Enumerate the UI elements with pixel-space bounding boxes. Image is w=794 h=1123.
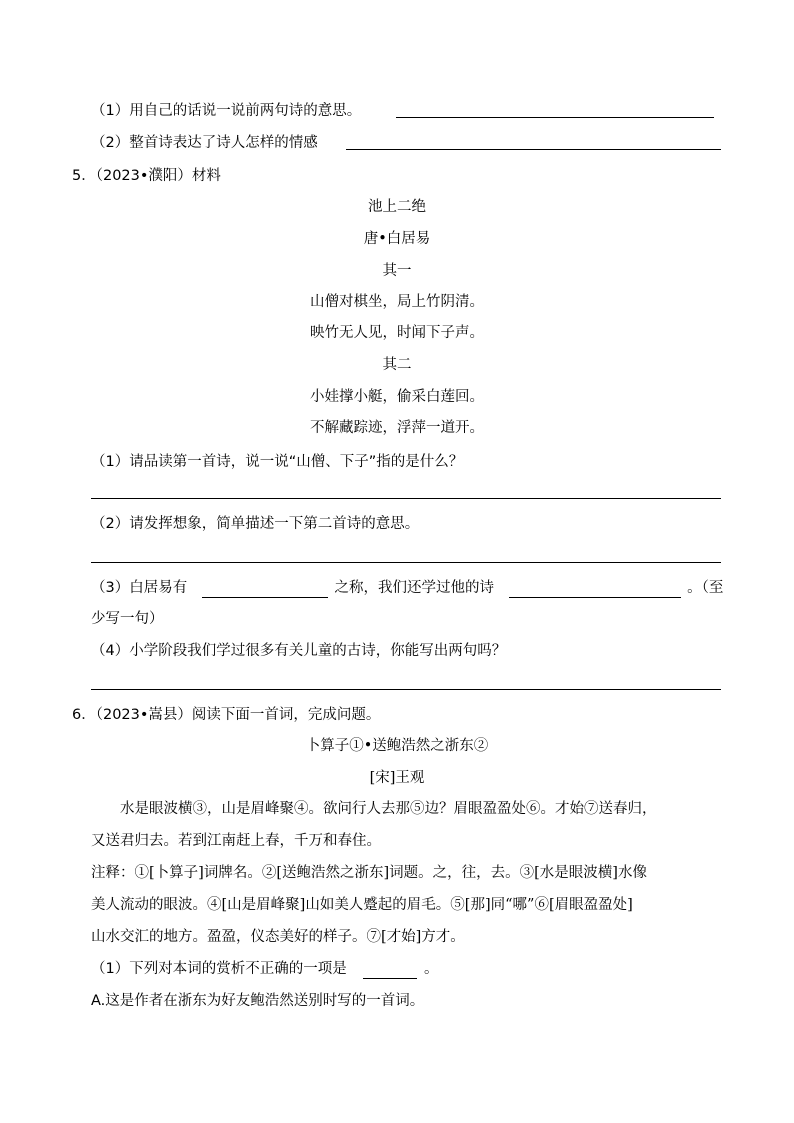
q6-option-a[interactable]: A.这是作者在浙东为好友鲍浩然送别时写的一首词。 bbox=[91, 993, 425, 1009]
q6-note-line1: 注释：①[卜算子]词牌名。②[送鲍浩然之浙东]词题。之，往，去。③[水是眼波横]水像 bbox=[91, 865, 647, 881]
q4-sub1: （1）用自己的话说一说前两句诗的意思。 bbox=[91, 103, 362, 119]
q5-part1-label: 其一 bbox=[382, 263, 412, 279]
q5-part2-label: 其二 bbox=[382, 357, 412, 373]
q4-sub2-answer-blank[interactable] bbox=[346, 149, 721, 150]
q6-ci-title: 卜算子①•送鲍浩然之浙东② bbox=[305, 738, 489, 754]
q5-sub3-text-b: 之称，我们还学过他的诗 bbox=[334, 580, 494, 596]
q5-sub2-answer-line[interactable] bbox=[91, 562, 721, 563]
q6-sub1-blank[interactable] bbox=[363, 961, 417, 979]
q5-poem-author: 唐•白居易 bbox=[363, 231, 431, 247]
q5-sub1: （1）请品读第一首诗，说一说“山僧、下子”指的是什么？ bbox=[91, 454, 464, 470]
q5-sub3-blank-1[interactable] bbox=[202, 580, 328, 598]
q5-sub3-line1 bbox=[91, 578, 723, 598]
q6-sub1: （1）下列对本词的赏析不正确的一项是 bbox=[91, 961, 347, 977]
q5-sub1-answer-line[interactable] bbox=[91, 498, 721, 499]
q5-part1-line2: 映竹无人见，时闻下子声。 bbox=[310, 325, 484, 341]
q6-sub1-line bbox=[91, 959, 438, 979]
q5-part2-line1: 小娃撑小艇，偷采白莲回。 bbox=[310, 389, 484, 405]
q5-sub3-text-c: 。（至 bbox=[687, 580, 724, 596]
q6-note-line2: 美人流动的眼波。④[山是眉峰聚]山如美人蹙起的眉毛。⑤[那]同“哪”⑥[眉眼盈盈处] bbox=[91, 897, 633, 913]
q5-sub3-blank-2[interactable] bbox=[509, 580, 681, 598]
q4-sub2: （2）整首诗表达了诗人怎样的情感 bbox=[91, 135, 318, 151]
q5-part1-line1: 山僧对棋坐，局上竹阴清。 bbox=[310, 294, 484, 310]
q5-sub4-answer-line[interactable] bbox=[91, 689, 721, 690]
q6-ci-line1: 水是眼波横③，山是眉峰聚④。欲问行人去那⑤边？眉眼盈盈处⑥。才始⑦送春归， bbox=[120, 801, 657, 817]
q5-header: 5．（2023•濮阳）材料 bbox=[72, 168, 221, 184]
q6-ci-author: [宋]王观 bbox=[369, 770, 425, 786]
q5-poem-title: 池上二绝 bbox=[368, 199, 426, 215]
q5-sub3-text-a: （3）白居易有 bbox=[91, 580, 188, 596]
q5-sub3-line2: 少写一句） bbox=[91, 611, 164, 627]
q5-sub2: （2）请发挥想象，简单描述一下第二首诗的意思。 bbox=[91, 516, 420, 532]
q6-ci-line2: 又送君归去。若到江南赶上春，千万和春住。 bbox=[91, 833, 381, 849]
q6-header: 6．（2023•嵩县）阅读下面一首词，完成问题。 bbox=[72, 707, 381, 723]
q5-part2-line2: 不解藏踪迹，浮萍一道开。 bbox=[310, 420, 484, 436]
q6-note-line3: 山水交汇的地方。盈盈，仪态美好的样子。⑦[才始]方才。 bbox=[91, 929, 465, 945]
q5-sub4: （4）小学阶段我们学过很多有关儿童的古诗，你能写出两句吗？ bbox=[91, 643, 507, 659]
q4-sub1-answer-blank[interactable] bbox=[396, 117, 714, 118]
q6-sub1-end: 。 bbox=[423, 961, 439, 977]
